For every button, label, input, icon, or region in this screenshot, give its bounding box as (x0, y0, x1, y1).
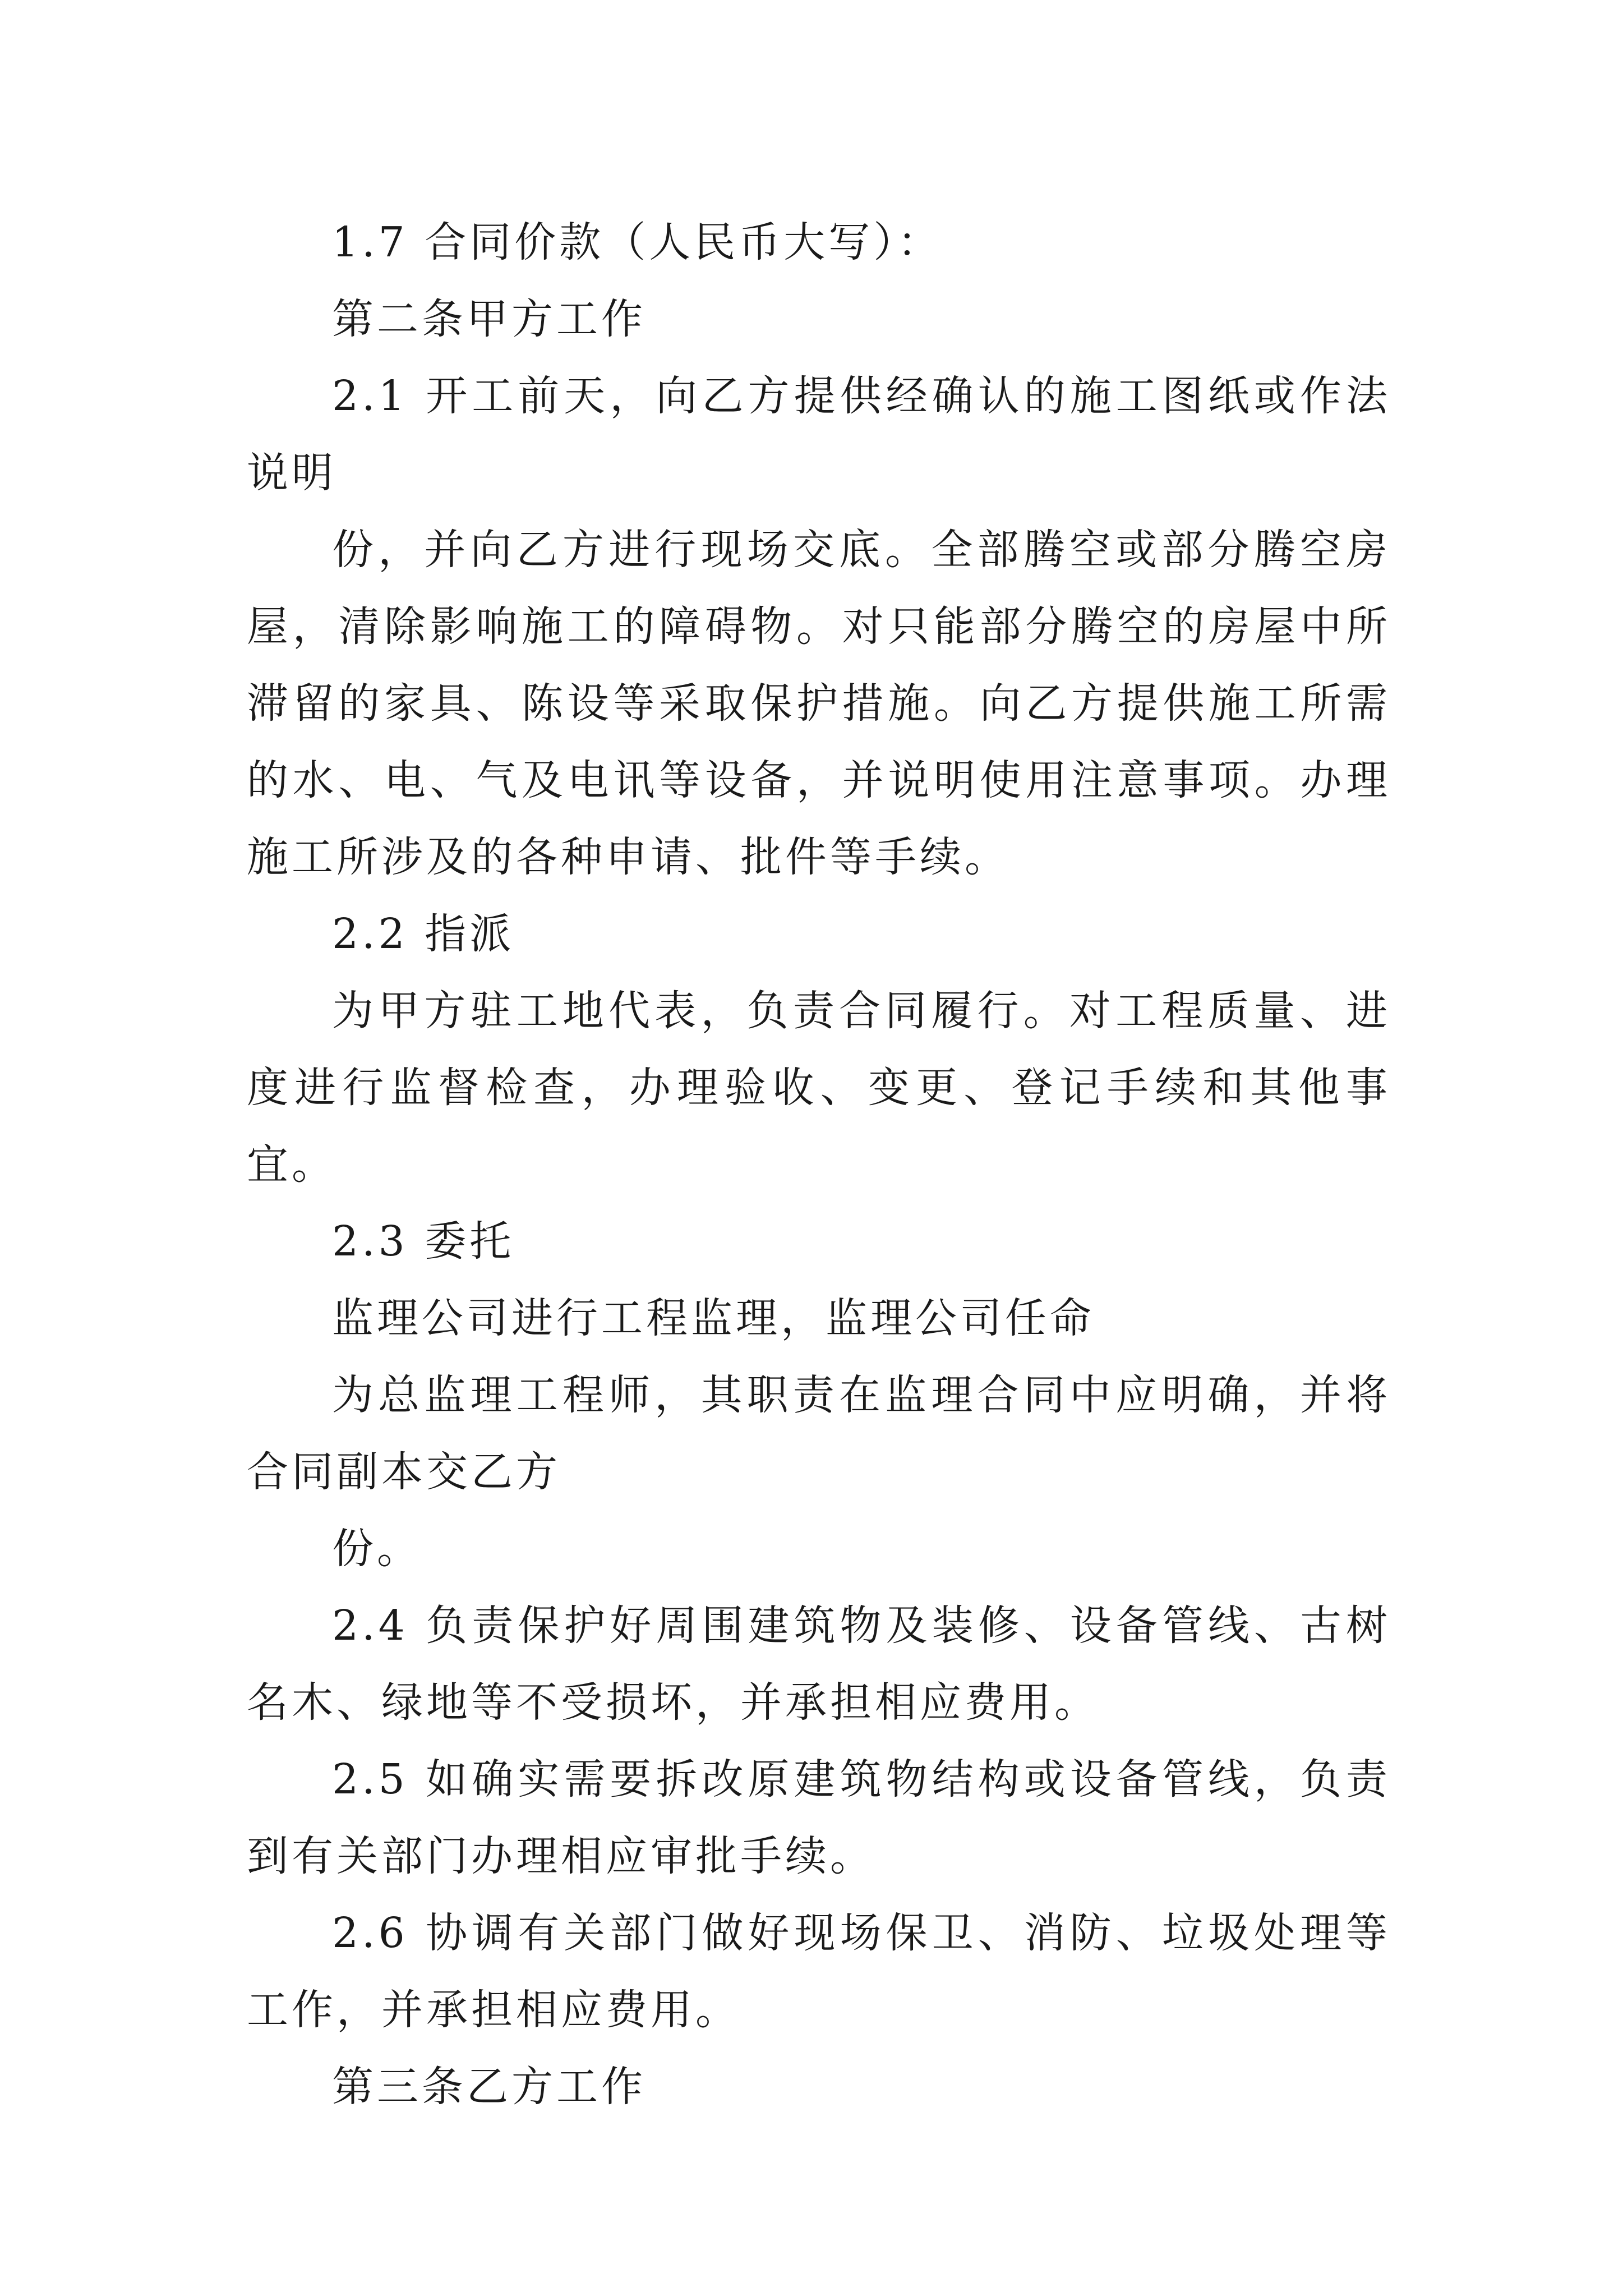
clause-2-3-engineer: 为总监理工程师，其职责在监理合同中应明确，并将合同副本交乙方 (247, 1371, 1391, 1496)
clause-2-1: 2.1 开工前天，向乙方提供经确认的施工图纸或作法说明 (247, 372, 1391, 497)
article-2-heading: 第二条甲方工作 (332, 295, 646, 343)
clause-2-2-continued: 为甲方驻工地代表，负责合同履行。对工程质量、进度进行监督检查，办理验收、变更、登记手续和其他事宜。 (247, 987, 1391, 1189)
clause-2-3-supervisor: 监理公司进行工程监理，监理公司任命 (332, 1294, 1095, 1342)
document-body (247, 204, 1391, 2125)
clause-2-3-copies: 份。 (332, 1525, 422, 1573)
clause-2-6: 2.6 协调有关部门做好现场保卫、消防、垃圾处理等工作，并承担相应费用。 (247, 1909, 1391, 2034)
clause-2-1-continued: 份，并向乙方进行现场交底。全部腾空或部分腾空房屋，清除影响施工的障碍物。对只能部分腾空的房屋中所滞留的家具、陈设等采取保护措施。向乙方提供施工所需的水、电、气及电讯等设备，并说明使用注意事项。办理施工所涉及的各种申请、批件等手续。 (247, 526, 1391, 881)
clause-2-3: 2.3 委托 (332, 1217, 515, 1266)
clause-2-5: 2.5 如确实需要拆改原建筑物结构或设备管线，负责到有关部门办理相应审批手续。 (247, 1755, 1391, 1880)
contract-price-line: 1.7 合同价款（人民币大写）： (332, 218, 943, 266)
article-3-heading: 第三条乙方工作 (332, 2063, 646, 2111)
clause-2-4: 2.4 负责保护好周围建筑物及装修、设备管线、古树名木、绿地等不受损坏，并承担相应费用。 (247, 1602, 1391, 1727)
clause-2-2: 2.2 指派 (332, 910, 515, 958)
